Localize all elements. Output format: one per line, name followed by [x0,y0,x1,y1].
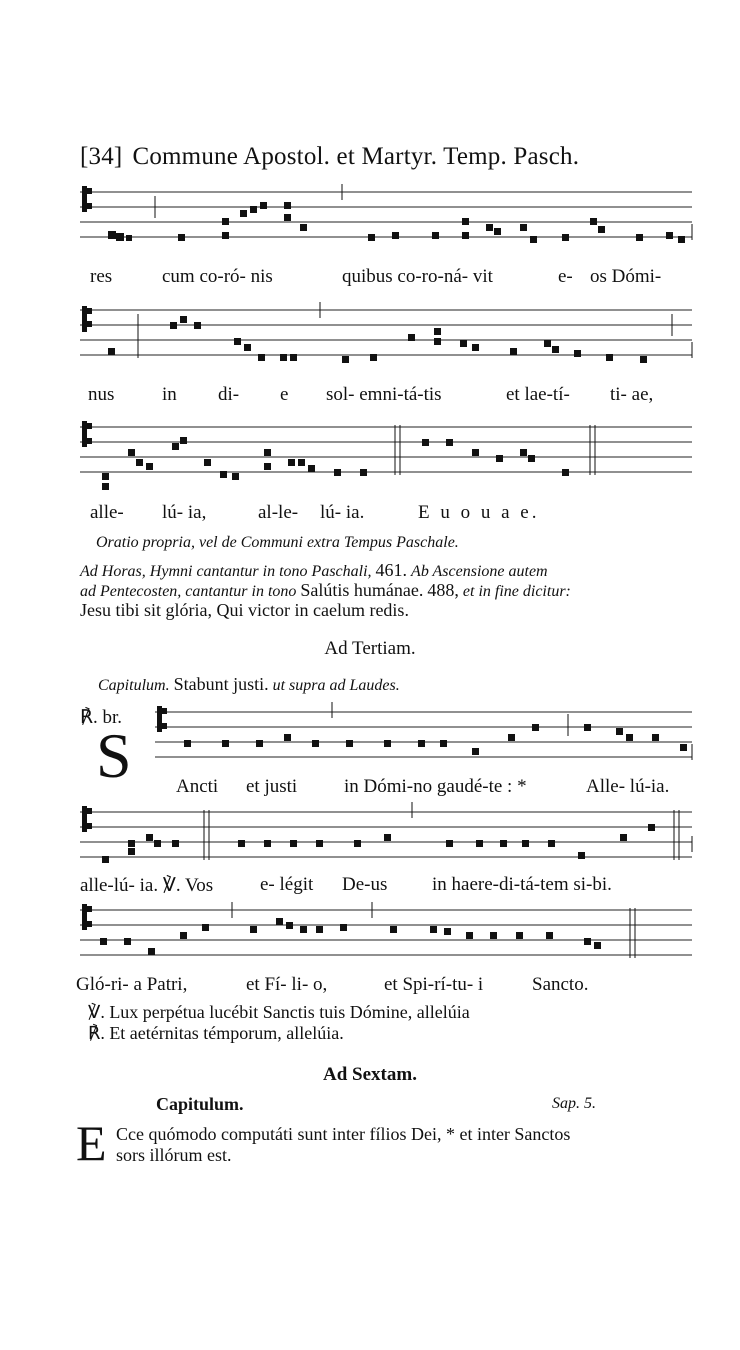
lyric-syllable: et justi [246,776,298,797]
lyric-syllable: et Fí- li- o, [246,974,328,995]
lyric-syllable: alle- [90,502,124,523]
lyric-syllable: e- légit [260,874,314,895]
hymn-rubric-line-2 [80,580,571,601]
capitulum-label: Capitulum. [98,677,170,694]
page-title: Commune Apostol. et Martyr. Temp. Pasch. [132,143,580,170]
lyric-syllable: sol- emni-tá-tis [326,384,442,405]
section-heading-tertia: Ad Tertiam. [324,638,416,659]
oratio-rubric: Oratio propria, vel de Communi extra Tempus Paschale. [96,534,459,551]
lyric-syllable: Alle- lú-ia. [586,776,670,797]
rubric-number: 488, [427,580,459,600]
lyric-syllable: in haere-di-tá-tem si-bi. [432,874,612,895]
chant-staff-2 [0,300,740,380]
capitulum-text: Stabunt justi. [173,674,269,694]
chant-staff-5 [0,800,740,880]
page-number: [34] [80,143,123,170]
capitulum-initial: E [76,1115,107,1171]
capitulum-text-line-1: Cce quómodo computáti sunt inter fílios Dei, * et inter Sanctos [116,1124,571,1144]
lyric-syllable: cum co-ró- nis [162,266,273,287]
capitulum-reference: ut supra ad Laudes. [272,677,400,694]
lyric-syllable: e [280,384,289,405]
lyric-syllable: lú- ia. [320,502,365,523]
lyric-syllable: Ancti [176,776,219,797]
lyric-syllable: alle-lú- ia. ℣. Vos [80,875,214,896]
lyric-syllable: Gló-ri- a Patri, [76,974,188,995]
sexta-capitulum-label: Capitulum. [156,1094,244,1114]
lyric-syllable: res [90,266,113,287]
responsory-label: ℟. br. [80,707,123,728]
rubric-number: 461. [375,560,408,580]
lyric-syllable: os Dómi- [590,266,662,287]
tertia-capitulum [98,674,400,695]
lyric-syllable: et lae-tí- [506,384,570,405]
lyric-syllable: lú- ia, [162,502,207,523]
responsory-initial: S [96,720,132,791]
lyric-syllable: al-le- [258,502,299,523]
rubric-text: Ab Ascensione autem [411,563,548,580]
hymn-rubric-line-3: Jesu tibi sit glória, Qui victor in caelum redis. [80,600,409,620]
lyric-syllable: di- [218,384,240,405]
lyric-syllable: E u o u a e. [418,502,540,523]
lyric-syllable: in [162,384,177,405]
lyric-syllable: Sancto. [532,974,589,995]
section-heading-sexta: Ad Sextam. [323,1064,417,1085]
page-header [80,143,579,171]
hymn-rubric-line-1 [80,560,694,581]
rubric-text: Ad Horas, Hymni cantantur in tono Paschali, [80,563,372,580]
lyric-syllable: e- [558,266,573,287]
lyric-syllable: nus [88,384,115,405]
rubric-text: et in fine dicitur: [462,583,571,600]
lyric-syllable: ti- ae, [610,384,654,405]
sexta-capitulum-reference: Sap. 5. [552,1095,596,1112]
lyric-syllable: in Dómi-no gaudé-te : * [344,776,527,797]
lyric-syllable: De-us [342,874,388,895]
chant-staff-6 [0,898,740,978]
hymn-title: Salútis humánae. [300,580,424,600]
chant-staff-3 [0,415,740,505]
lyric-syllable: quibus co-ro-ná- vit [342,266,493,287]
lyric-syllable: et Spi-rí-tu- i [384,974,484,995]
rubric-text: ad Pentecosten, cantantur in tono [80,583,297,600]
versicle: ℣. Lux perpétua lucébit Sanctis tuis Dómine, allelúia [88,1002,470,1022]
capitulum-text-line-2: sors illórum est. [116,1145,232,1165]
response: ℟. Et aetérnitas témporum, allelúia. [88,1023,344,1043]
